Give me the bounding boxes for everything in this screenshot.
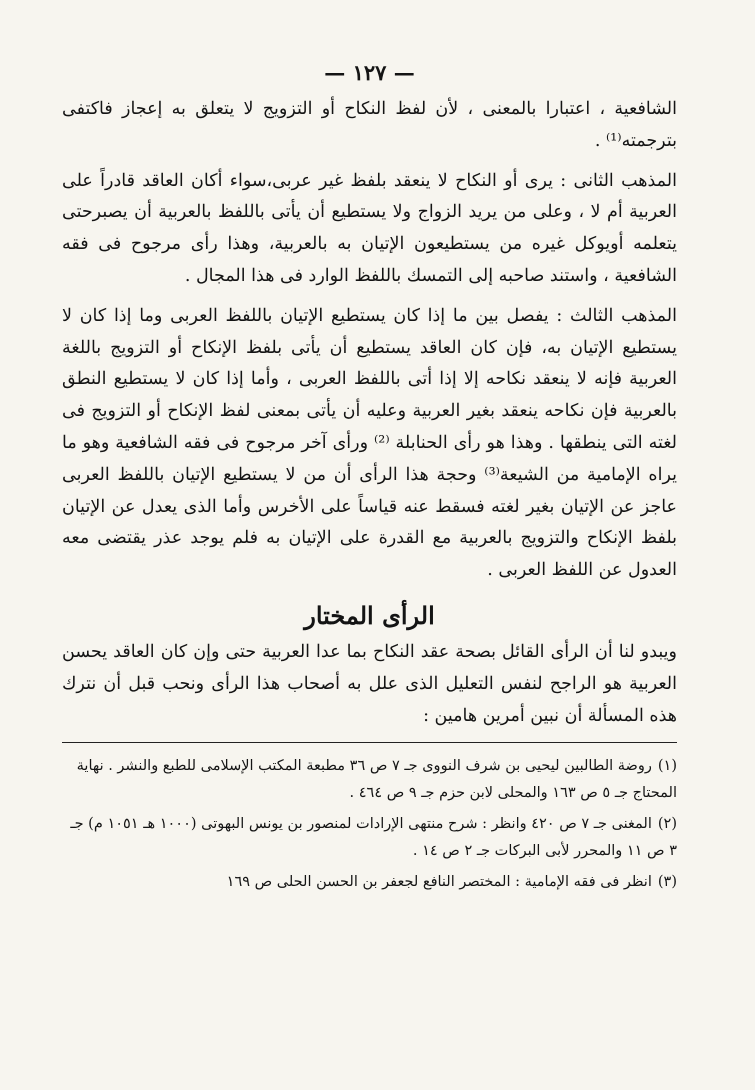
section-heading: الرأى المختار bbox=[304, 600, 435, 630]
paragraph-second-school: المذهب الثانى : يرى أو النكاح لا ينعقد بلفظ غير عربى،سواء أكان العاقد قادراً على العربية أم لا ، وعلى من يريد الزواج ولا يستطيع أن يأتى باللفظ بالعربية أن يصبرحتى يتعلمه أويوكل غيره من يستطيعون الإتيان به بالعربية، وهذا رأى مرجوح فى فقه الشافعية ، واستند صاحبه إلى التمسك باللفظ الوارد فى هذا المجال . bbox=[62, 170, 677, 286]
body-text bbox=[62, 94, 677, 587]
paragraph-third-school: المذهب الثالث : يفصل بين ما إذا كان يستطيع الإتيان باللفظ العربى وما إذا كان لا يستطيع الإتيان به، فإن كان العاقد يستطيع أن يأتى بلفظ الإنكاح أو التزويج باللغة العربية فإنه لا ينعقد نكاحه إلا إذا أتى باللفظ العربى ، وأما إذا كان لا يستطيع النطق بالعربية فإن نكاحه ينعقد بغير العربية وعليه أن يأتى بمعنى لفظ الإنكاح أو التزويج فى لغته التى ينطقها . وهذا هو رأى الحنابلة ⁽²⁾ ورأى آخر مرجوح فى فقه الشافعية وهو ما يراه الإمامية من الشيعة⁽³⁾ وحجة هذا الرأى أن من لا يستطيع الإتيان باللفظ العربى عاجز عن الإتيان بغير لغته فسقط عنه قياساً على الأخرس وأما الذى يعدل عن الإتيان بلفظ الإنكاح والتزويج بالعربية مع القدرة على الإتيان به فلم يوجد عذر يقتضى معه العدول عن اللفظ العربى . bbox=[62, 305, 678, 581]
paragraph-chosen-opinion: ويبدو لنا أن الرأى القائل بصحة عقد النكاح بما عدا العربية حتى وإن كان العاقد يحسن العربية هو الراجح لنفس التعليل الذى علل به أصحاب هذا الرأى ونحب قبل أن نترك هذه المسألة أن نبين أمرين هامين : bbox=[62, 641, 677, 726]
page-number: — ١٢٧ — bbox=[324, 60, 415, 85]
footnote-item bbox=[62, 753, 677, 807]
footnote-item bbox=[62, 811, 677, 865]
footnote-text: المغنى جـ ٧ ص ٤٢٠ وانظر : شرح منتهى الإرادات لمنصور بن يونس البهوتى (١٠٠٠ هـ ١٠٥١ م) جـ ٣ ص ١١ والمحرر لأبى البركات جـ ٢ ص ١٤ . bbox=[70, 816, 677, 860]
footnotes bbox=[62, 753, 677, 896]
footnote-text: انظر فى فقه الإمامية : المختصر النافع لجعفر بن الحسن الحلى ص ١٦٩ bbox=[226, 874, 652, 891]
footnote-label: (١) bbox=[657, 758, 677, 775]
footnote-item bbox=[62, 869, 677, 896]
footnote-text: روضة الطالبين ليحيى بن شرف النووى جـ ٧ ص ٣٦ مطبعة المكتب الإسلامى للطبع والنشر . نهاية المحتاج جـ ٥ ص ١٦٣ والمحلى لابن حزم جـ ٩ ص ٤٦٤ . bbox=[76, 758, 677, 802]
paragraph-shafii-continuation: الشافعية ، اعتبارا بالمعنى ، لأن لفظ النكاح أو التزويج لا يتعلق به إعجاز فاكتفى بترجمته⁽¹⁾ . bbox=[62, 99, 677, 151]
footnote-label: (٢) bbox=[657, 816, 677, 833]
closing-text bbox=[62, 637, 677, 732]
footnote-divider bbox=[62, 742, 677, 743]
footnote-label: (٣) bbox=[657, 874, 677, 891]
